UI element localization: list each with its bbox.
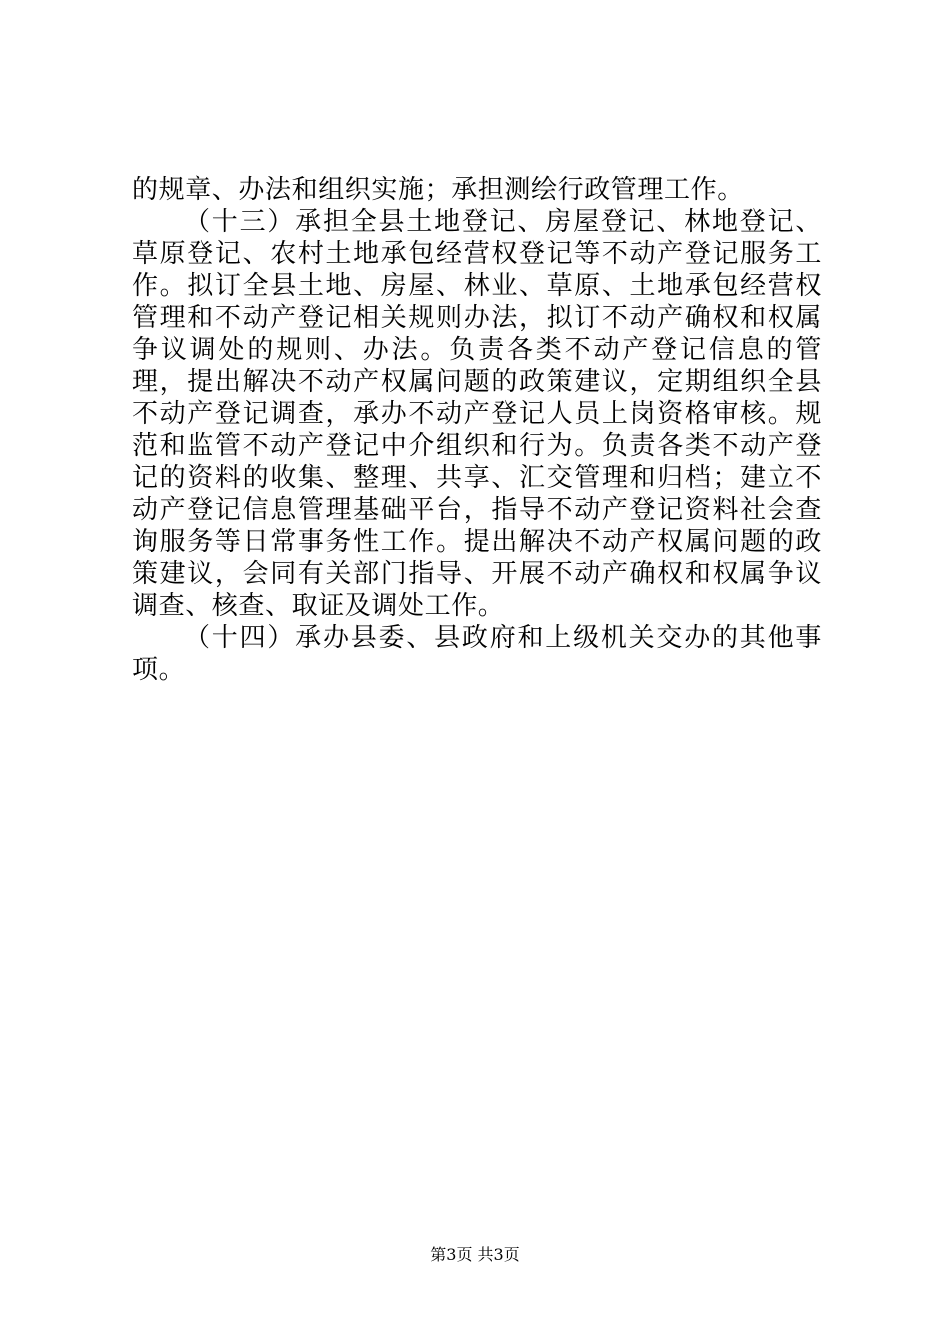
page-number-label: 第3页 共3页 [430, 1245, 520, 1264]
page-footer [0, 1244, 950, 1266]
paragraph-item-14-other-matters: （十四）承办县委、县政府和上级机关交办的其他事项。 [132, 623, 822, 685]
paragraph-item-13-real-estate-registration: （十三）承担全县土地登记、房屋登记、林地登记、草原登记、农村土地承包经营权登记等不动产登记服务工作。拟订全县土地、房屋、林业、草原、土地承包经营权管理和不动产登记相关规则办法，拟订不动产确权和权属争议调处的规则、办法。负责各类不动产登记信息的管理，提出解决不动产权属问题的政策建议，定期组织全县不动产登记调查，承办不动产登记人员上岗资格审核。规范和监管不动产登记中介组织和行为。负责各类不动产登记的资料的收集、整理、共享、汇交管理和归档；建立不动产登记信息管理基础平台，指导不动产登记资料社会查询服务等日常事务性工作。提出解决不动产权属问题的政策建议，会同有关部门指导、开展不动产确权和权属争议调查、核查、取证及调处工作。 [132, 207, 822, 621]
paragraph-continued-regulations: 的规章、办法和组织实施；承担测绘行政管理工作。 [132, 175, 744, 205]
document-body [132, 174, 822, 686]
